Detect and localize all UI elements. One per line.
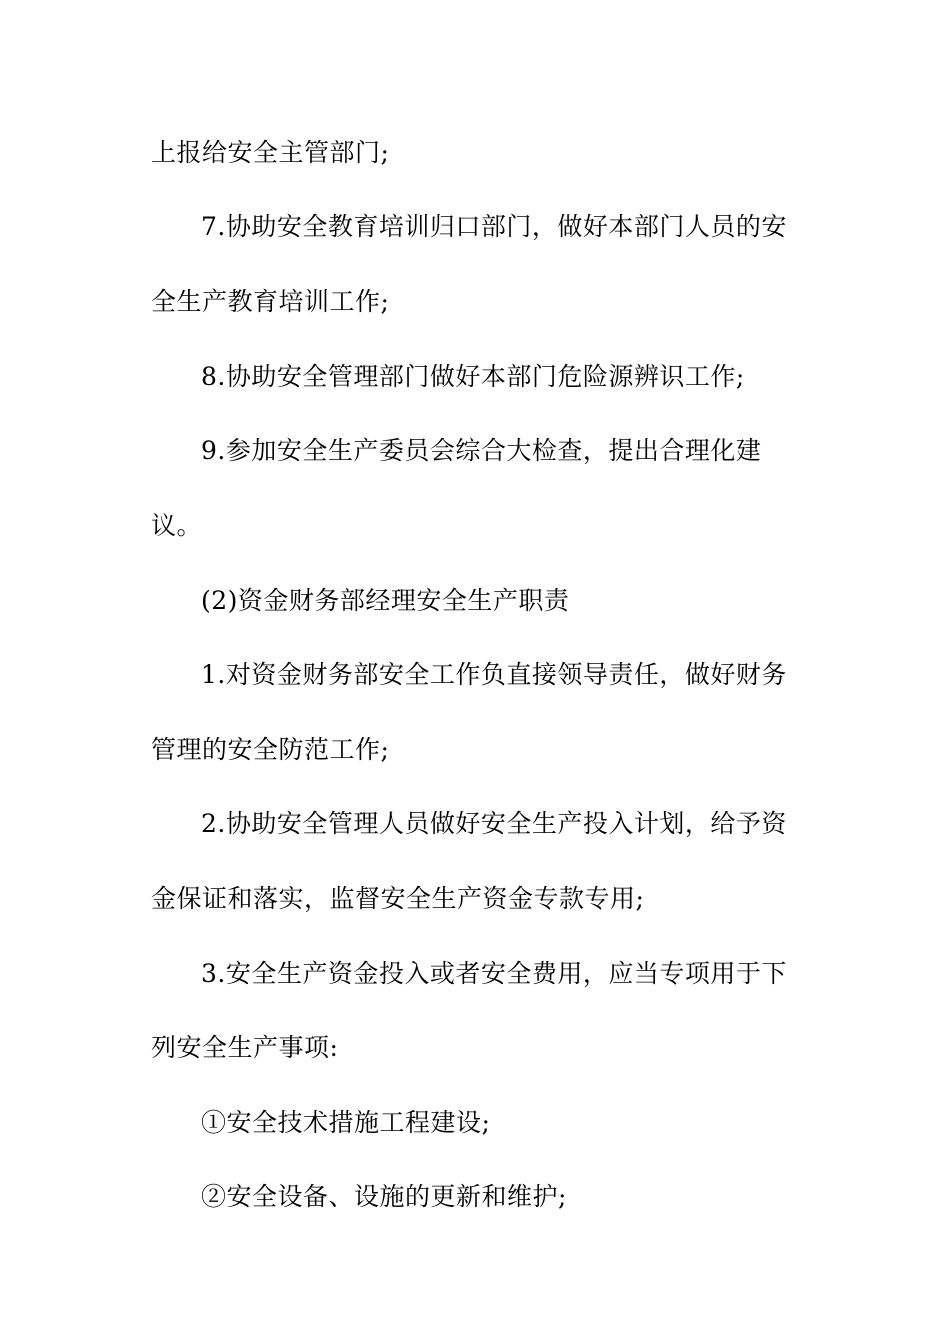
text-line: 8.协助安全管理部门做好本部门危险源辨识工作; [201,362,745,391]
text-line: 管理的安全防范工作; [151,735,390,764]
text-line: 3.安全生产资金投入或者安全费用，应当专项用于下 [201,959,787,988]
text-line: 2.协助安全管理人员做好安全生产投入计划，给予资 [201,809,787,838]
text-line: 1.对资金财务部安全工作负直接领导责任，做好财务 [201,660,787,689]
text-line: ②安全设备、设施的更新和维护; [201,1182,567,1211]
text-line: 列安全生产事项: [151,1033,339,1062]
text-line: ①安全技术措施工程建设; [201,1108,491,1137]
text-line: 7.协助安全教育培训归口部门，做好本部门人员的安 [201,212,787,241]
text-line: 金保证和落实，监督安全生产资金专款专用; [151,884,645,913]
text-line: 全生产教育培训工作; [151,287,390,316]
text-line: 议。 [151,511,203,540]
text-line: 9.参加安全生产委员会综合大检查，提出合理化建 [201,436,762,465]
text-line: 上报给安全主管部门; [151,138,390,167]
section-heading: (2)资金财务部经理安全生产职责 [201,586,570,615]
